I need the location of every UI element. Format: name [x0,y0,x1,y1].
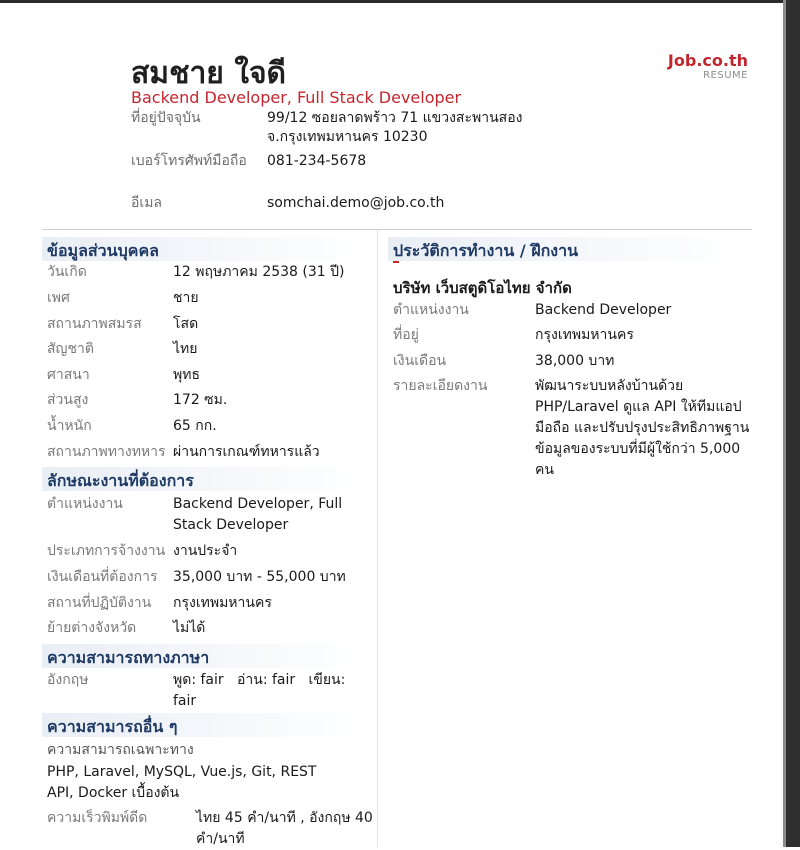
field-label: สัญชาติ [47,341,94,357]
field-label: น้ำหนัก [47,418,92,434]
field-label: ตำแหน่งงาน [47,496,123,512]
field-label: ศาสนา [47,367,90,383]
field-value: กรุงเทพมหานคร [535,327,634,343]
field-label: สถานที่ปฏิบัติงาน [47,595,152,611]
field-label: อังกฤษ [47,672,89,688]
brand-logo [668,52,748,82]
section-title: ประวัติการทำงาน / ฝึกงาน [393,241,579,260]
field-value: พูด: fair อ่าน: fair เขียน: fair [173,672,350,709]
section-title: ความสามารถทางภาษา [47,648,210,667]
field-value: Backend Developer [535,302,672,318]
field-label: ย้ายต่างจังหวัด [47,620,137,636]
company-marker [393,261,399,263]
contact-value: 99/12 ซอยลาดพร้าว 71 แขวงสะพานสอง จ.กรุงเทพมหานคร 10230 [267,110,523,145]
field-value: 65 กก. [173,418,217,434]
field-label: เงินเดือน [393,353,447,369]
field-value: ไทย 45 คำ/นาที , อังกฤษ 40 คำ/นาที [196,810,373,847]
field-label: ส่วนสูง [47,392,89,408]
section-work-heading [388,237,740,261]
window-top-border [0,0,800,3]
field-label: ตำแหน่งงาน [393,302,469,318]
field-label: วันเกิด [47,264,87,280]
field-value: 38,000 บาท [535,353,615,369]
section-other-skills-heading [42,713,368,737]
section-title: ลักษณะงานที่ต้องการ [47,471,194,490]
field-value: ไม่ได้ [173,620,206,636]
scrollbar-track[interactable] [786,0,800,847]
contact-label: ที่อยู่ปัจจุบัน [131,110,201,126]
section-desired-job-heading [42,467,368,491]
special-skills-label: ความสามารถเฉพาะทาง [47,742,194,758]
contact-value[interactable]: somchai.demo@job.co.th [267,195,445,211]
field-label: สถานภาพทางทหาร [47,444,166,460]
header-divider [42,229,752,230]
field-value: กรุงเทพมหานคร [173,595,272,611]
special-skills-value: PHP, Laravel, MySQL, Vue.js, Git, REST API, Docker เบื้องต้น [47,764,317,801]
section-personal-heading [42,237,368,261]
field-value: พัฒนาระบบหลังบ้านด้วย PHP/Laravel ดูแล API ให้ทีมแอปมือถือ และปรับปรุงประสิทธิภาพฐานข้อมูลของระบบที่มีผู้ใช้กว่า 5,000 คน [535,378,750,478]
brand-subtitle: RESUME [703,70,748,81]
column-divider [377,230,378,847]
field-value: ไทย [173,341,198,357]
field-value: พุทธ [173,367,201,383]
field-label: ความเร็วพิมพ์ดีด [47,810,148,826]
candidate-title: Backend Developer, Full Stack Developer [131,88,462,107]
company-name: บริษัท เว็บสตูดิโอไทย จำกัด [393,279,572,297]
field-label: เพศ [47,290,70,306]
field-value: งานประจำ [173,543,238,559]
contact-label: อีเมล [131,195,163,211]
field-value: ผ่านการเกณฑ์ทหารแล้ว [173,444,320,460]
field-value: Backend Developer, Full Stack Developer [173,496,343,533]
field-label: สถานภาพสมรส [47,316,142,332]
contact-value: 081-234-5678 [267,153,367,169]
field-value: 172 ซม. [173,392,228,408]
field-label: รายละเอียดงาน [393,378,488,394]
section-title: ข้อมูลส่วนบุคคล [47,241,159,260]
field-value: 35,000 บาท - 55,000 บาท [173,569,346,585]
field-label: ที่อยู่ [393,327,419,343]
section-languages-heading [42,644,368,668]
field-label: ประเภทการจ้างงาน [47,543,166,559]
field-value: 12 พฤษภาคม 2538 (31 ปี) [173,264,345,280]
contact-label: เบอร์โทรศัพท์มือถือ [131,153,247,169]
section-title: ความสามารถอื่น ๆ [47,717,178,736]
candidate-name: สมชาย ใจดี [131,56,287,91]
field-label: เงินเดือนที่ต้องการ [47,569,158,585]
field-value: โสด [173,316,199,332]
field-value: ชาย [173,290,199,306]
brand-name: Job.co.th [667,51,748,70]
